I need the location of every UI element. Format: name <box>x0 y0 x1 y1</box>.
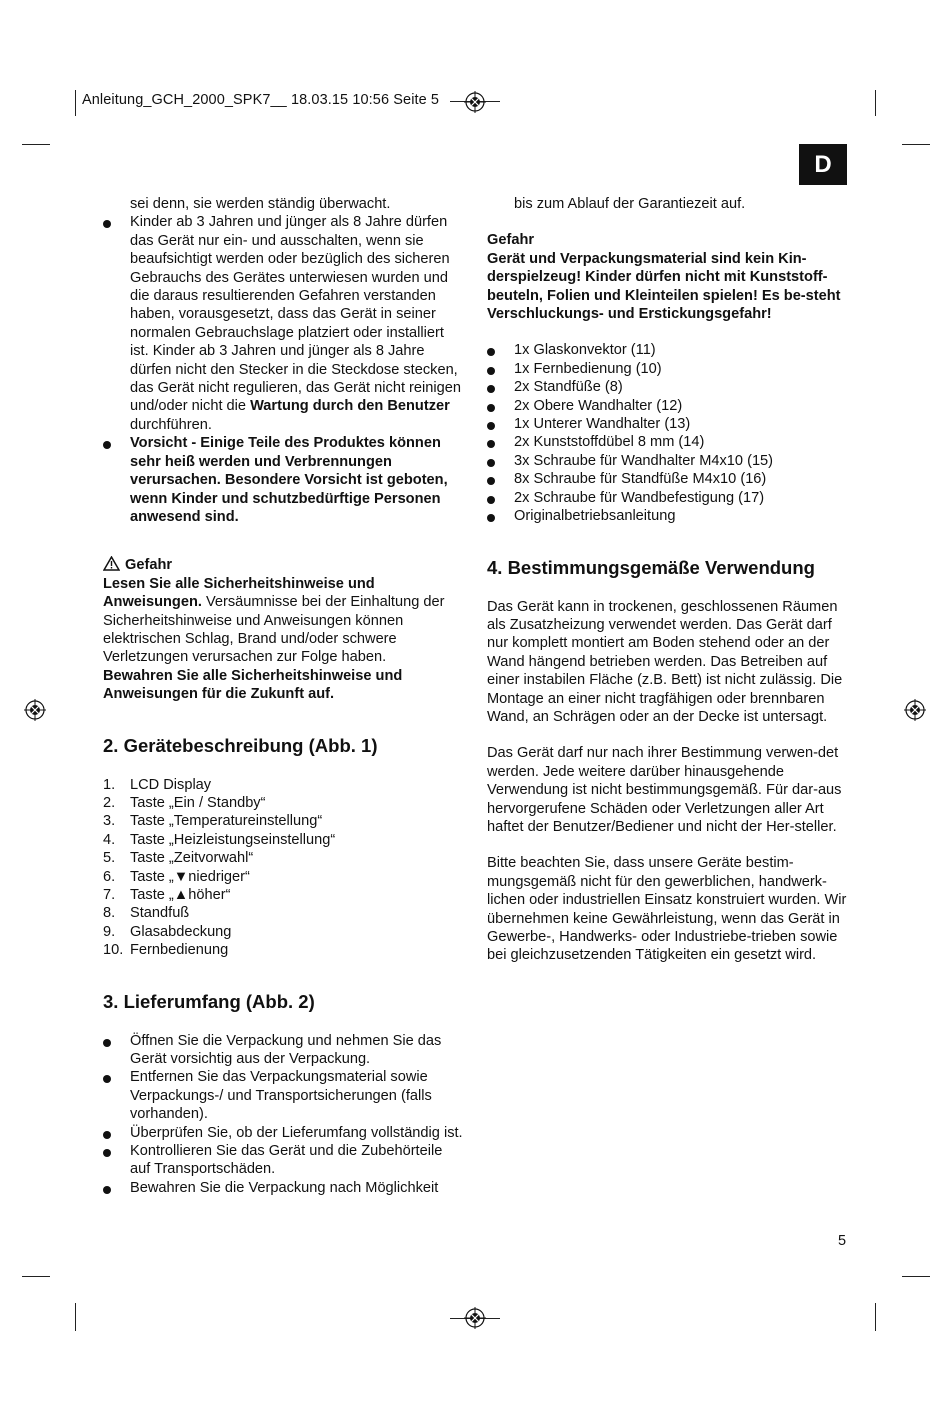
crop-mark <box>22 1276 50 1277</box>
section-heading: 3. Lieferumfang (Abb. 2) <box>103 990 315 1012</box>
crop-mark <box>75 90 76 116</box>
list-item: 3. Taste „Temperatureinstellung“ <box>103 813 323 830</box>
danger-text-bold: Bewahren Sie alle Sicherheitshinweise und Anweisungen für die Zukunft auf. <box>103 667 403 703</box>
parts-description-list <box>103 776 465 960</box>
list-item: Kontrollieren Sie das Gerät und die Zubehörteile auf Transportschäden. <box>103 1142 465 1179</box>
list-item: 1x Glaskonvektor (11) <box>487 341 849 359</box>
list-item: Kinder ab 3 Jahren und jünger als 8 Jahre dürfen das Gerät nur ein- und ausschalten, wenn sie beaufsichtigt werden oder bezüglich des sicheren Gebrauchs des Gerätes unterwiesen wurden und die daraus resultierenden Gefahren verstanden haben, vorausgesetzt, dass das Gerät in seiner normalen Gebrauchslage platziert oder installiert ist. Kinder ab 3 Jahren und jünger als 8 Jahre dürfen nicht den Stecker in die Steckdose stecken, das Gerät nicht regulieren, das Gerät nicht reinigen und/oder nicht die Wartung durch den Benutzer durchführen. <box>103 213 465 434</box>
danger-text: Lesen Sie alle Sicherheitshinweise und Anweisungen. Versäumnisse bei der Einhaltung der Sicherheitshinweise und Anweisungen können elektrischen Schlag, Brand und/oder schwere Verletzungen verursachen zur Folge haben. <box>103 575 445 666</box>
list-item: 2. Taste „Ein / Standby“ <box>103 794 266 811</box>
delivery-steps-list <box>103 1032 465 1198</box>
paragraph: Bitte beachten Sie, dass unsere Geräte bestim-mungsgemäß nicht für den gewerblichen, handwerk-lichen oder industriellen Einsatz konstruiert wurden. Wir übernehmen keine Gewährleistung, wenn das Gerät in Gewerbe-, Handwerks- oder Industriebe-trieben sowie bei gleichzusetzenden Tätigkeiten ein gesetzt wird. <box>487 855 847 964</box>
list-item: Vorsicht - Einige Teile des Produktes können sehr heiß werden und Verbrennungen verursachen. Besondere Vorsicht ist geboten, wenn Kinder und schutzbedürftige Personen anwesend sind. <box>103 434 465 526</box>
continuation-text: sei denn, sie werden ständig überwacht. <box>130 196 391 212</box>
list-item: 7. Taste „▲höher“ <box>103 887 231 903</box>
crop-mark <box>875 90 876 116</box>
list-item: Entfernen Sie das Verpackungsmaterial sowie Verpackungs-/ und Transportsicherungen (falls vorhanden). <box>103 1068 465 1123</box>
paragraph: Das Gerät kann in trockenen, geschlossenen Räumen als Zusatzheizung verwendet werden. Das Gerät darf nur komplett montiert am Boden stehend oder an der Wand hängend betrieben werden. Das Betreiben auf einer instabilen Fläche (z.B. Bett) ist nicht zulässig. Die Montage an einer nicht tragfähigen oder brennbaren Wand, an Schrägen oder an der Decke ist untersagt. <box>487 598 843 725</box>
list-item: Öffnen Sie die Verpackung und nehmen Sie das Gerät vorsichtig aus der Verpackung. <box>103 1032 465 1069</box>
language-tab: D <box>799 144 847 185</box>
parts-list <box>487 341 849 525</box>
list-item: 8x Schraube für Standfüße M4x10 (16) <box>487 470 849 488</box>
list-item: Bewahren Sie die Verpackung nach Möglichkeit <box>103 1179 465 1197</box>
danger-heading: Gefahr <box>103 556 465 574</box>
list-item: Überprüfen Sie, ob der Lieferumfang vollständig ist. <box>103 1124 465 1142</box>
print-slug: Anleitung_GCH_2000_SPK7__ 18.03.15 10:56 Seite 5 <box>82 92 440 108</box>
list-item: 5. Taste „Zeitvorwahl“ <box>103 850 254 867</box>
paragraph: Das Gerät darf nur nach ihrer Bestimmung verwen-det werden. Jede weitere darüber hinausgehende Verwendung ist nicht bestimmungsgemäß. Für dar-aus hervorgerufene Schäden oder Verletzungen aller Art haftet der Benutzer/Bediener und nicht der Her-steller. <box>487 745 842 835</box>
left-column <box>103 195 465 1197</box>
danger-heading: Gefahr <box>487 232 535 249</box>
warning-triangle-icon <box>103 556 120 571</box>
danger-text-bold: Gerät und Verpackungsmaterial sind kein Kin-derspielzeug! Kinder dürfen nicht mit Kunststoff-beuteln, Folien und Kleinteilen spielen! Es be-steht Verschluckungs- und Erstickungsgefahr! <box>487 250 841 323</box>
crop-mark <box>902 144 930 145</box>
list-item: 2x Standfüße (8) <box>487 378 849 396</box>
list-item: 9. Glasabdeckung <box>103 923 232 940</box>
crop-mark <box>75 1303 76 1331</box>
list-item: 1x Unterer Wandhalter (13) <box>487 415 849 433</box>
list-item: 8. Standfuß <box>103 905 190 922</box>
crop-mark <box>902 1276 930 1277</box>
registration-mark-icon <box>904 699 926 721</box>
registration-mark-icon <box>464 91 486 113</box>
section-heading: 4. Bestimmungsgemäße Verwendung <box>487 556 815 578</box>
page-number: 5 <box>838 1233 847 1249</box>
list-item: 6. Taste „▼niedriger“ <box>103 868 250 885</box>
list-item: 1. LCD Display <box>103 776 212 793</box>
list-item: 2x Schraube für Wandbefestigung (17) <box>487 489 849 507</box>
registration-mark-icon <box>24 699 46 721</box>
list-item: 10. Fernbedienung <box>103 942 229 959</box>
right-column <box>487 195 849 965</box>
list-item: 4. Taste „Heizleistungseinstellung“ <box>103 831 336 848</box>
list-item: 3x Schraube für Wandhalter M4x10 (15) <box>487 452 849 470</box>
list-item: Originalbetriebsanleitung <box>487 507 849 525</box>
section-heading: 2. Gerätebeschreibung (Abb. 1) <box>103 734 378 756</box>
registration-mark-icon <box>464 1307 486 1329</box>
list-item: 2x Kunststoffdübel 8 mm (14) <box>487 433 849 451</box>
crop-mark <box>22 144 50 145</box>
list-item: 2x Obere Wandhalter (12) <box>487 397 849 415</box>
continuation-text: bis zum Ablauf der Garantiezeit auf. <box>514 196 746 212</box>
crop-mark <box>875 1303 876 1331</box>
list-item: 1x Fernbedienung (10) <box>487 360 849 378</box>
